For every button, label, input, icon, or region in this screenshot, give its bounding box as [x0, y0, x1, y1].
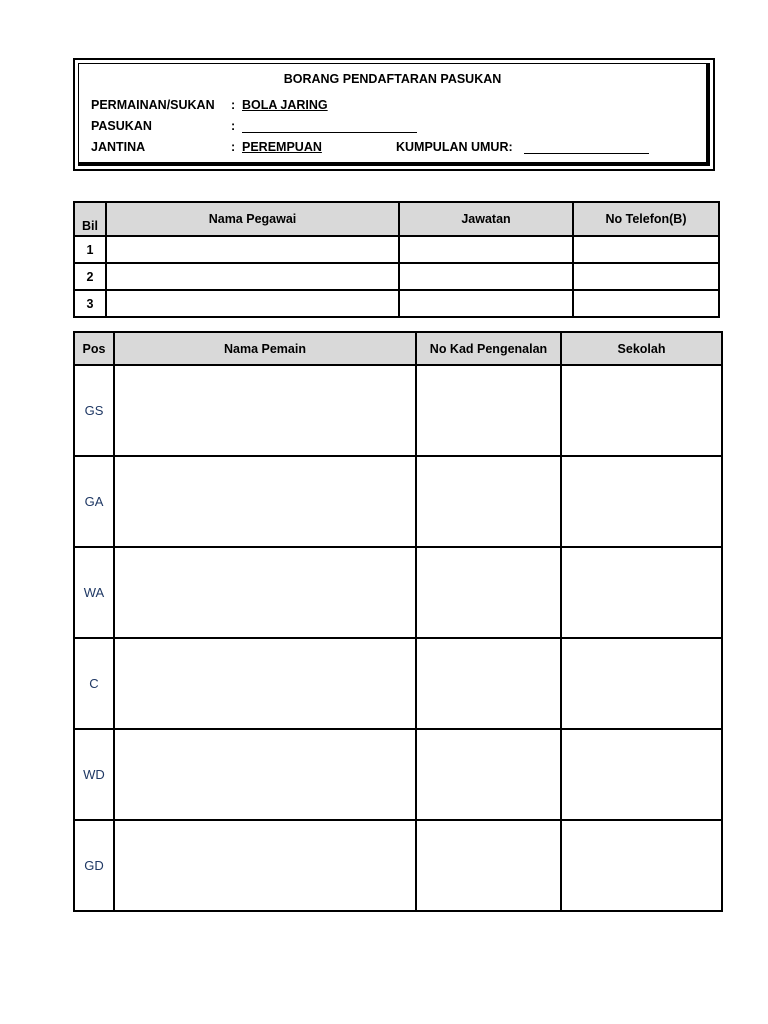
player-school-cell[interactable]	[561, 729, 722, 820]
table-row	[74, 638, 722, 729]
player-header-name: Nama Pemain	[114, 332, 416, 365]
player-header-school: Sekolah	[561, 332, 722, 365]
gender-label: JANTINA	[91, 140, 146, 154]
player-ic-cell[interactable]	[416, 365, 561, 456]
player-pos-cell: C	[74, 638, 114, 729]
player-table	[73, 331, 723, 912]
registration-header-inner	[78, 63, 710, 166]
staff-header-bil: Bil	[74, 202, 106, 236]
staff-name-cell[interactable]	[106, 263, 399, 290]
table-row	[74, 290, 719, 317]
gender-colon: :	[231, 140, 236, 154]
player-name-cell[interactable]	[114, 729, 416, 820]
staff-header-position: Jawatan	[399, 202, 573, 236]
game-label: PERMAINAN/SUKAN	[91, 98, 215, 112]
player-ic-cell[interactable]	[416, 820, 561, 911]
table-row	[74, 365, 722, 456]
table-row	[74, 820, 722, 911]
player-name-cell[interactable]	[114, 638, 416, 729]
player-pos-cell: WA	[74, 547, 114, 638]
gender-value[interactable]: PEREMPUAN	[242, 140, 322, 154]
player-name-cell[interactable]	[114, 820, 416, 911]
team-colon: :	[231, 119, 236, 133]
player-ic-cell[interactable]	[416, 456, 561, 547]
staff-name-cell[interactable]	[106, 236, 399, 263]
registration-header-box	[73, 58, 715, 171]
staff-header-name: Nama Pegawai	[106, 202, 399, 236]
table-row	[74, 263, 719, 290]
staff-name-cell[interactable]	[106, 290, 399, 317]
staff-phone-cell[interactable]	[573, 290, 719, 317]
age-group-input-line[interactable]	[524, 153, 649, 154]
player-pos-cell: WD	[74, 729, 114, 820]
player-ic-cell[interactable]	[416, 547, 561, 638]
staff-table	[73, 201, 720, 318]
staff-header-phone: No Telefon(B)	[573, 202, 719, 236]
player-school-cell[interactable]	[561, 365, 722, 456]
table-row	[74, 729, 722, 820]
team-input-line[interactable]	[242, 132, 417, 133]
table-row	[74, 547, 722, 638]
player-ic-cell[interactable]	[416, 729, 561, 820]
player-school-cell[interactable]	[561, 820, 722, 911]
staff-table-header-row	[74, 202, 719, 236]
staff-bil-cell: 2	[74, 263, 106, 290]
player-school-cell[interactable]	[561, 456, 722, 547]
player-name-cell[interactable]	[114, 456, 416, 547]
player-pos-cell: GD	[74, 820, 114, 911]
staff-bil-cell: 3	[74, 290, 106, 317]
staff-position-cell[interactable]	[399, 263, 573, 290]
player-ic-cell[interactable]	[416, 638, 561, 729]
player-school-cell[interactable]	[561, 638, 722, 729]
player-pos-cell: GS	[74, 365, 114, 456]
staff-phone-cell[interactable]	[573, 263, 719, 290]
game-colon: :	[231, 98, 236, 112]
player-table-header-row	[74, 332, 722, 365]
table-row	[74, 456, 722, 547]
player-name-cell[interactable]	[114, 547, 416, 638]
player-header-ic: No Kad Pengenalan	[416, 332, 561, 365]
player-header-pos: Pos	[74, 332, 114, 365]
player-pos-cell: GA	[74, 456, 114, 547]
form-title: BORANG PENDAFTARAN PASUKAN	[283, 72, 502, 86]
staff-position-cell[interactable]	[399, 236, 573, 263]
staff-position-cell[interactable]	[399, 290, 573, 317]
game-value[interactable]: BOLA JARING	[242, 98, 328, 112]
team-label: PASUKAN	[91, 119, 152, 133]
table-row	[74, 236, 719, 263]
player-school-cell[interactable]	[561, 547, 722, 638]
staff-phone-cell[interactable]	[573, 236, 719, 263]
staff-bil-cell: 1	[74, 236, 106, 263]
player-name-cell[interactable]	[114, 365, 416, 456]
age-group-label: KUMPULAN UMUR:	[396, 140, 513, 154]
